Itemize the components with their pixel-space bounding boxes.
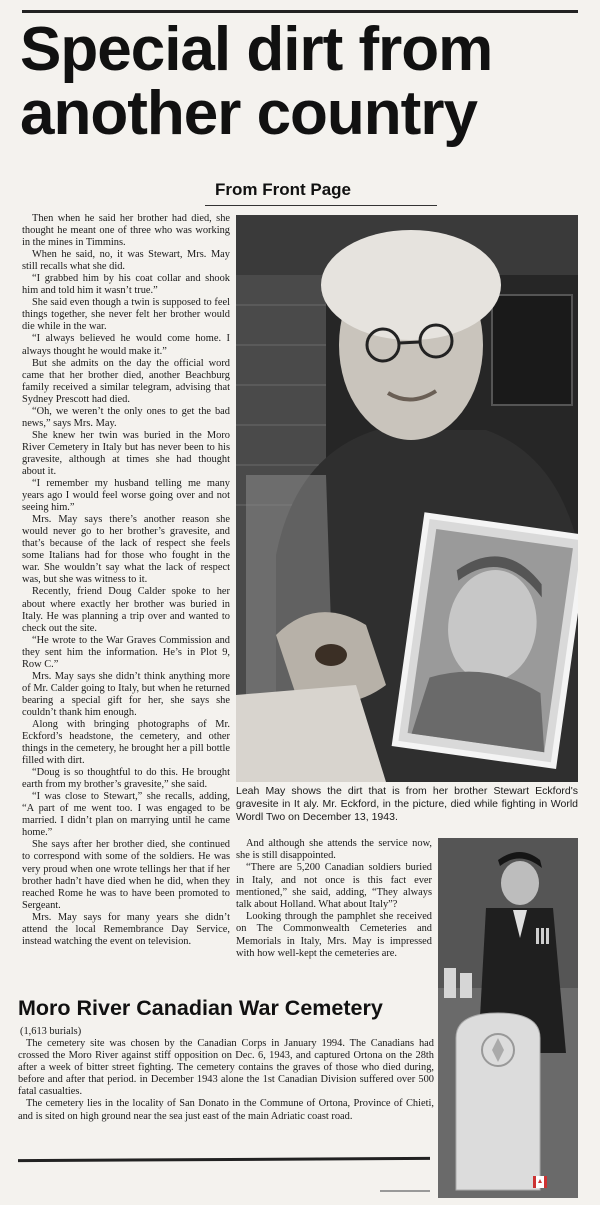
paragraph: Looking through the pamphlet she received on The Commonwealth Cemeteries and Memorials in Italy, Mrs. May is impressed with how well-kept the cemeteries are. — [236, 911, 432, 959]
paragraph: “I grabbed him by his coat collar and shook him and told him it wasn’t true.” — [22, 273, 230, 297]
paragraph: Mrs. May says for many years she didn’t attend the local Remembrance Day Service, instead watching the event on television. — [22, 911, 230, 947]
paragraph: “There are 5,200 Canadian soldiers buried in Italy, and not once is this fact ever mentioned,” she said, adding, “They always talk about Holland. What about Italy”? — [236, 862, 432, 911]
paragraph: She says after her brother died, she continued to correspond with some of the soldiers. He was very proud when one wrote tellings her that if her brother hadn’t have died when he did, when they reached Rome he was to have been promoted to Sergeant. — [22, 839, 230, 911]
paragraph: Recently, friend Doug Calder spoke to her about where exactly her brother was buried in Italy. He was planning a trip over and wanted to check out the site. — [22, 586, 230, 634]
paragraph: “I was close to Stewart,” she recalls, adding, “A part of me went too. I was engaged to be married. I didn’t plan on marrying until he came home.” — [22, 791, 230, 839]
photo-illustration — [438, 838, 578, 1198]
bottom-rule — [18, 1157, 430, 1162]
sidebar-heading: Moro River Canadian War Cemetery — [18, 996, 383, 1020]
paragraph: But she admits on the day the official word came that her brother died, another Beachburg family received a similar telegram, advising that Sydney Prescott had died. — [22, 357, 230, 405]
paragraph: Along with bringing photographs of Mr. Eckford’s headstone, the cemetery, and other things in the cemetery, he brought her a pill bottle filled with dirt. — [22, 718, 230, 767]
paragraph: “Oh, we weren’t the only ones to get the bad news,” says Mrs. May. — [22, 405, 230, 429]
paragraph: She said even though a twin is supposed to feel things together, she never felt her brother would die while in the war. — [22, 297, 230, 333]
photo-leah-may-with-portrait — [236, 215, 578, 782]
photo-illustration — [236, 215, 578, 782]
top-rule — [22, 10, 578, 13]
article-column-2 — [236, 838, 432, 960]
paragraph: Then when he said her brother had died, she thought he meant one of three who was working in the mines in Timmins. — [22, 213, 230, 249]
paragraph: When he said, no, it was Stewart, Mrs. May still recalls what she did. — [22, 249, 230, 273]
paragraph: “Doug is so thoughtful to do this. He brought earth from my brother’s gravesite,” she said. — [22, 767, 230, 791]
paragraph: The cemetery lies in the locality of San Donato in the Commune of Ortona, Province of Chieti, and is sited on high ground near the sea just east of the main Adriatic coast road. — [18, 1098, 434, 1122]
paragraph: The cemetery site was chosen by the Canadian Corps in January 1994. The Canadians had crossed the Moro River against stiff opposition on Dec. 6, 1943, and captured Ortona on the 28th after a week of bitter street fighting. The cemetery contains the graves of those who died during, before and after that period. in December 1943 alone the 1st Canadian Division suffered over 500 fatal casualties. — [18, 1038, 434, 1098]
paragraph: And although she attends the service now, she is still disappointed. — [236, 838, 432, 862]
burials-count: (1,613 burials) — [20, 1026, 82, 1037]
paragraph: “I always believed he would come home. I always thought he would make it.” — [22, 333, 230, 357]
paragraph: Mrs. May says she didn’t think anything more of Mr. Calder going to Italy, but when he returned bearing a special gift for her, she says she couldn’t thank him enough. — [22, 670, 230, 718]
photo-caption: Leah May shows the dirt that is from her brother Stewart Eckford's gravesite in It aly. Mr. Eckford, in the picture, died while fighting in World Wordl Two on December 13, 1943. — [236, 785, 578, 823]
paragraph: She knew her twin was buried in the Moro River Cemetery in Italy but has never been to his gravesite, although at times she had thought about it. — [22, 429, 230, 477]
scan-mark — [380, 1190, 430, 1192]
article-column-1 — [22, 213, 230, 948]
sidebar-body — [18, 1038, 434, 1123]
paragraph: “He wrote to the War Graves Commission and they sent him the information. He’s in Plot 9, Row C.” — [22, 634, 230, 670]
paragraph: Mrs. May says there’s another reason she would never go to her brother’s gravesite, and that’s because of the lack of respect she feels some Italians had for those who fought in the war. She wouldn’t say what the lack of respect was, but she was witness to it. — [22, 514, 230, 586]
kicker-from-front-page: From Front Page — [215, 180, 352, 199]
kicker-rule — [205, 205, 437, 206]
paragraph: “I remember my husband telling me many years ago I would feel worse going over and not seeing him.” — [22, 478, 230, 514]
photo-veteran-and-headstone — [438, 838, 578, 1198]
headline: Special dirt from another country — [20, 15, 493, 148]
